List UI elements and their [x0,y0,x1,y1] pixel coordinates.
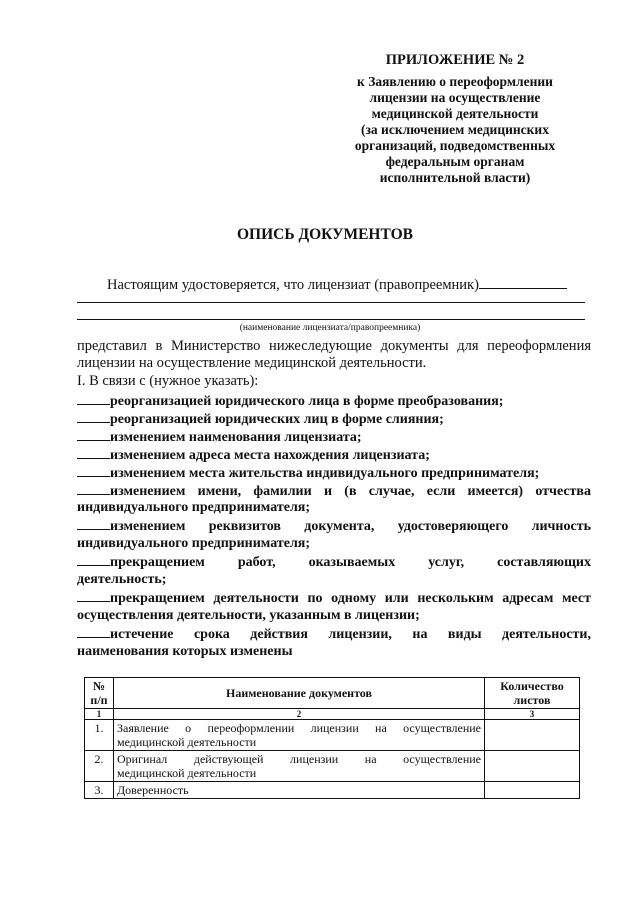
reason-item [77,482,591,500]
reason-item-continued: индивидуального предпринимателя; [77,536,311,551]
reason-label: реорганизацией юридического лица в форме преобразования; [110,394,504,409]
reason-label: изменением адреса места нахождения лицензиата; [110,448,430,463]
reason-label: истечение срока действия лицензии, на виды деятельности, [110,627,591,642]
section-heading: I. В связи с (нужное указать): [77,373,259,389]
reason-item-continued: наименования которых изменены [77,644,293,659]
row-number: 3. [85,782,114,799]
reason-checkbox-blank[interactable] [77,589,110,602]
reason-label: изменением реквизитов документа, удостоверяющего личность [110,519,591,534]
column-header-sheets: Количество листов [485,678,580,709]
column-number: 3 [485,709,580,720]
reason-label: изменением имени, фамилии и (в случае, если имеется) отчества [110,484,591,499]
document-name-line: Оригинал действующей лицензии на осуществление [117,752,481,766]
licensee-blank[interactable] [479,276,567,289]
reason-item-continued: осуществления деятельности, указанным в лицензии; [77,608,420,623]
column-number: 2 [114,709,485,720]
appendix-line: медицинской деятельности [371,106,539,121]
reason-checkbox-blank[interactable] [77,482,110,495]
reason-item-continued: деятельность; [77,572,167,587]
reason-checkbox-blank[interactable] [77,517,110,530]
sheet-count-cell[interactable] [485,751,580,782]
appendix-line: к Заявлению о переоформлении [357,74,553,89]
documents-table [84,677,580,799]
reason-item [77,428,591,446]
document-title: ОПИСЬ ДОКУМЕНТОВ [236,226,414,243]
reason-label: реорганизацией юридических лиц в форме слияния; [110,412,444,427]
column-header-name: Наименование документов [114,678,485,709]
reason-item [77,410,591,428]
document-name-line: Заявление о переоформлении лицензии на осуществление [117,721,481,735]
document-name [114,720,485,751]
reason-checkbox-blank[interactable] [77,410,110,423]
column-number-row [85,709,580,720]
appendix-line: (за исключением медицинских [361,122,549,137]
certify-sentence [107,276,567,295]
reason-item [77,553,591,571]
certify-text: Настоящим удостоверяется, что лицензиат (правопреемник) [107,277,479,293]
appendix-line: федеральным органам [385,154,525,169]
column-number: 1 [85,709,114,720]
reason-checkbox-blank[interactable] [77,464,110,477]
licensee-blank-line[interactable] [77,302,585,303]
document-name [114,751,485,782]
appendix-heading [330,52,580,186]
sheet-count-cell[interactable] [485,720,580,751]
reason-item [77,464,591,482]
document-name-line: медицинской деятельности [117,735,257,749]
reason-label: изменением наименования лицензиата; [110,430,362,445]
column-header-number: № п/п [85,678,114,709]
appendix-line: исполнительной власти) [379,170,531,185]
reason-label: прекращением работ, оказываемых услуг, составляющих [110,555,591,570]
appendix-line: организаций, подведомственных [354,138,556,153]
reason-checkbox-blank[interactable] [77,625,110,638]
sheet-count-cell[interactable] [485,782,580,799]
presented-line: лицензии на осуществление медицинской деятельности. [77,355,427,371]
reason-checkbox-blank[interactable] [77,553,110,566]
appendix-title: ПРИЛОЖЕНИЕ № 2 [385,52,525,68]
reason-checkbox-blank[interactable] [77,392,110,405]
reason-item [77,392,591,410]
reason-checkbox-blank[interactable] [77,446,110,459]
reason-item [77,446,591,464]
document-name-line: медицинской деятельности [117,766,257,780]
reason-item-continued: индивидуального предпринимателя; [77,500,311,515]
licensee-caption: (наименование лицензиата/правопреемника) [239,323,421,333]
row-number: 2. [85,751,114,782]
licensee-blank-line[interactable] [77,319,585,320]
table-row [85,782,580,799]
document-name-line: Доверенность [117,783,189,797]
table-row [85,720,580,751]
document-name [114,782,485,799]
row-number: 1. [85,720,114,751]
reason-label: прекращением деятельности по одному или нескольким адресам мест [110,591,591,606]
reason-item [77,517,591,535]
reason-label: изменением места жительства индивидуального предпринимателя; [110,466,540,481]
table-header-row [85,678,580,709]
table-row [85,751,580,782]
presented-line: представил в Министерство нижеследующие документы для переоформления [77,338,591,354]
reason-item [77,589,591,607]
reason-checkbox-blank[interactable] [77,428,110,441]
appendix-line: лицензии на осуществление [369,90,541,105]
reason-item [77,625,591,643]
